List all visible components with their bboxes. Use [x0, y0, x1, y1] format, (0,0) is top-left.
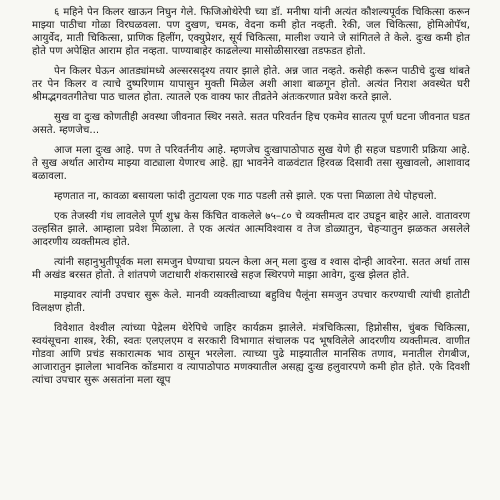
paragraph: सुख वा दुःख कोणतीही अवस्था जीवनात स्थिर नसते. सतत परिवर्तन हिच एकमेव सातत्य पूर्ण घटना जीवनात घडत असते. म्हणजेच... — [32, 112, 470, 136]
paragraph: पेन किलर घेऊन आतड्यांमध्ये अल्सरसदृश्य तयार झाले होते. अन्न जात नव्हते. कसेही करून पाठीचे दुःख थांबते तर पेन किलर व त्याचे दुष्परिणाम यापासुन मुक्ती मिळेल अशी आशा बाळगून होतो. अत्यंत निराश अवस्थेत घरी श्रीमद्भगवतगीतेचा पाठ चालत होता. त्यातले एक वाक्य फार तीव्रतेने अंतःकरणात प्रवेश करते झाले. — [32, 66, 470, 103]
paragraph: माझ्यावर त्यांनी उपचार सुरू केले. मानवी व्यक्तीत्वाच्या बहुविध पैलूंना समजुन उपचार करण्याची त्यांची हातोटी विलक्षण होती. — [32, 290, 470, 314]
paragraph: त्यांनी सहानुभुतीपूर्वक मला समजुन घेण्याचा प्रयत्न केला अन् मला दुःख व श्वास दोन्ही आवरेना. सतत अर्धा तास मी अखंड बरसत होतो. ते शांतपणे जटाधारी शंकरासारखे सहज स्थिरपणे माझा आवेग, दुःख झेलत होते. — [32, 257, 470, 281]
paragraph: आज मला दुःख आहे. पण ते परिवर्तनीय आहे. म्हणजेच दुःखापाठोपाठ सुख येणे ही सहज घडणारी प्रक्रिया आहे. ते सुख अर्थात आरोग्य माझ्या वाट्याला येणारच आहे. ह्या भावनेने वाळवंटात हिरवळ दिसावी तसा सुखावलो, आशावाद बळावला. — [32, 145, 470, 182]
paragraph: विवेशात वेश्वील त्यांच्या पेद्रेलम थेरेपिचे जाहिर कार्यक्रम झालेले. मंत्रचिकित्सा, हिप्नोसीस, चुंबक चिकित्सा, स्वयंसूचना शास्त्र, रेकी, स्वतः एलएलएम व सरकारी विभागात संचालक पद भूषविलेले आदरणीय व्यक्तीमत्व. वाणीत गोडवा आणि प्रचंड सकारात्मक भाव ठासून भरलेला. त्याच्या पुढे माझ्यातील मानसिक तणाव, मनातील रोगबीज, आजारातुन झालेला भावनिक कोंडमारा व त्यापाठोपाठ मणक्यातील असह्य दुःख हलुवारपणे कमी होत होते. एके दिवशी त्यांचा उपचार सुरू असतांना मला खूप — [32, 323, 470, 386]
paragraph: म्हणतात ना, कावळा बसायला फांदी तुटायला एक गाठ पडली तसे झाले. एक पत्ता मिळाला तेथे पोहचलो. — [54, 191, 437, 202]
paragraph: ६ महिने पेन किलर खाऊन निघुन गेले. फिजिओथेरेपी च्या डॉ. मनीषा यांनी अत्यंत कौशल्यपूर्वक चिकित्सा करून माझ्या पाठीचा गोळा विरघळवला. पण दुखण, चमक, वेदना कमी होत नव्हती. रेकी, जल चिकित्सा, होमिओपॅथ, आयुर्वेद, माती चिकित्सा, प्राणिक हिलींग, एक्युप्रेशर, सूर्य चिकित्सा, मालीश ज्याने जे सांगितले ते केले. दुःख कमी होत होते पण अपेक्षित आराम होत नव्हता. पाण्याबाहेर काढलेल्या मासोळीसारखा तडफडत होतो. — [32, 7, 470, 57]
paragraph: एक तेजस्वी गंध लावलेले पूर्ण शुभ्र केस किंचित वाकलेले ७५–८० चे व्यक्तीमत्व दार उघडून बाहेर आले. वातावरण उल्हसित झाले. आम्हाला प्रवेश मिळाला. ते एक अत्यंत आत्मविश्वास व तेज डोळ्यातुन, चेहऱ्यातुन झळकत असलेले आदरणीय व्यक्तीमत्व होते. — [32, 211, 470, 248]
